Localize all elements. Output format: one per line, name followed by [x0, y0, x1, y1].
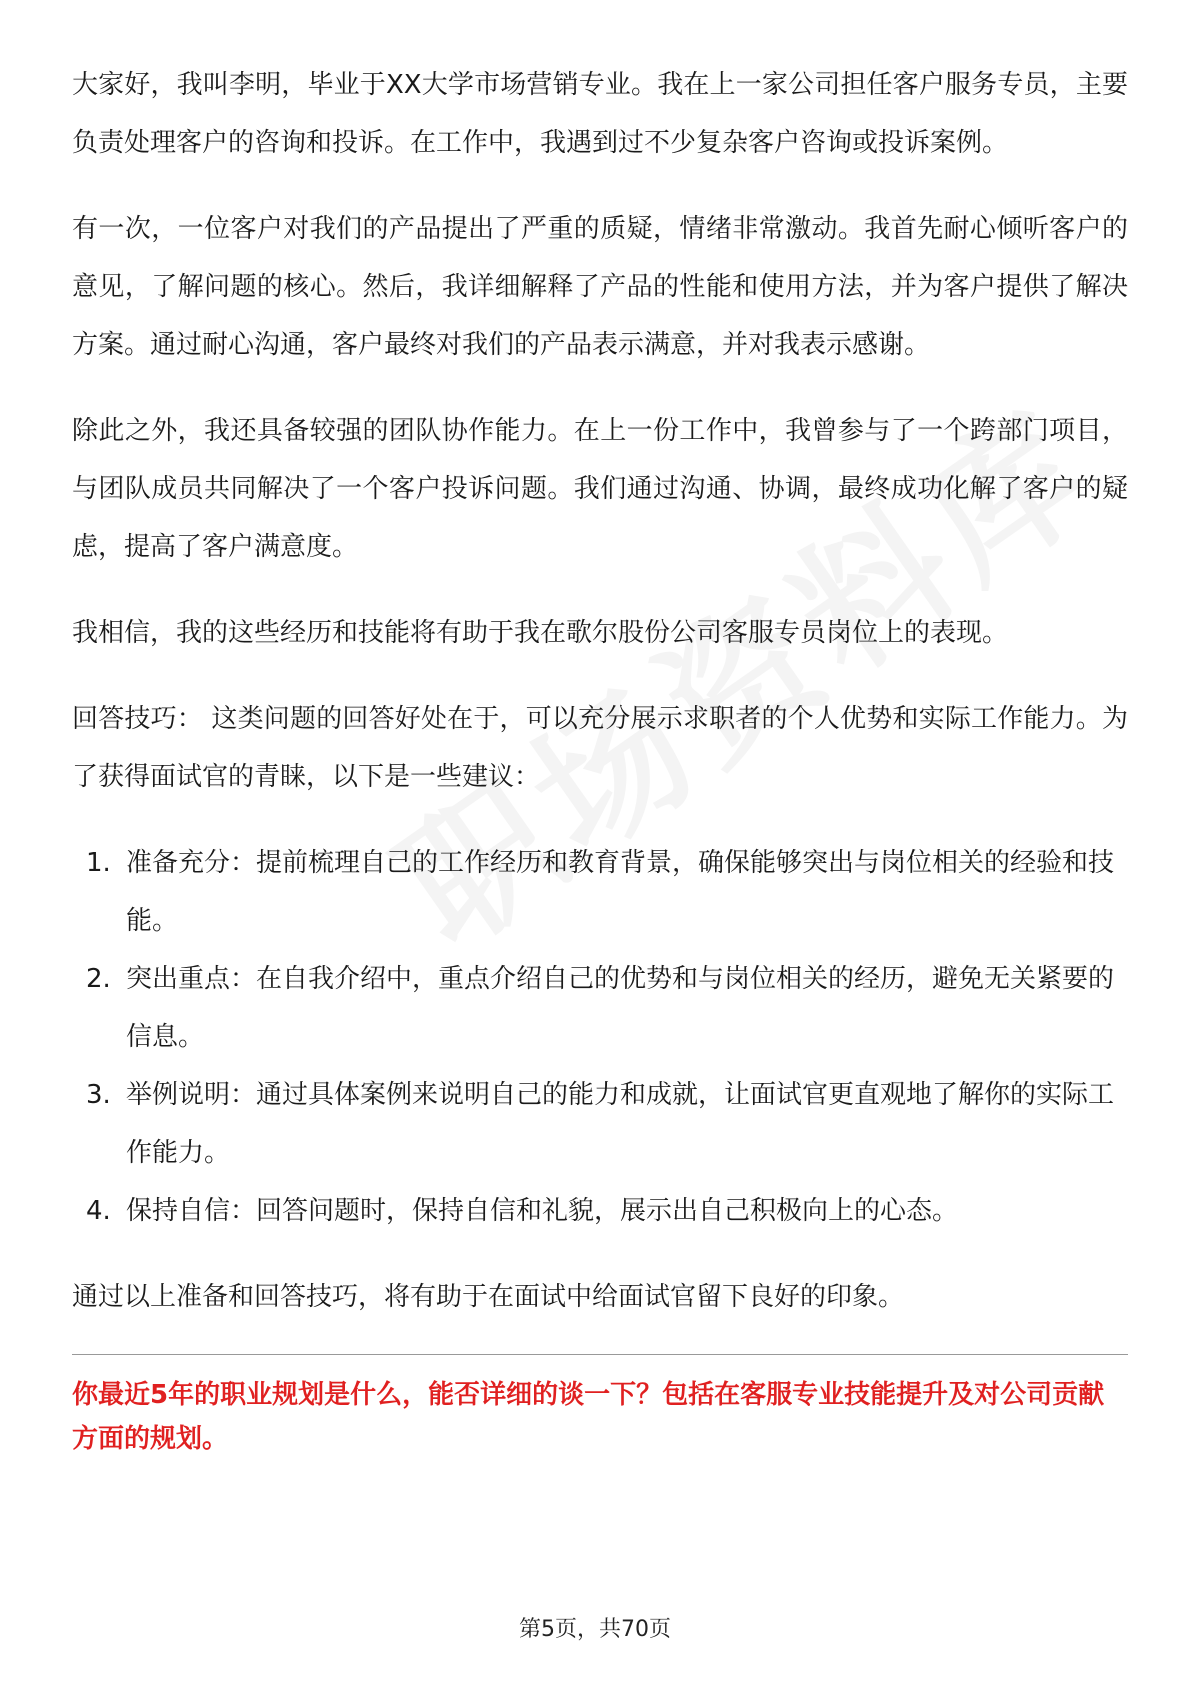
- list-item: [72, 1182, 1128, 1240]
- list-item-text: 突出重点：在自我介绍中，重点介绍自己的优势和与岗位相关的经历，避免无关紧要的信息。: [126, 964, 1115, 1052]
- intro-paragraph: 大家好，我叫李明，毕业于XX大学市场营销专业。我在上一家公司担任客户服务专员，主要负责处理客户的咨询和投诉。在工作中，我遇到过不少复杂客户咨询或投诉案例。: [72, 70, 1128, 158]
- document-body: [72, 56, 1128, 1461]
- closing-paragraph: 通过以上准备和回答技巧，将有助于在面试中给面试官留下良好的印象。: [72, 1282, 905, 1312]
- list-number: 1.: [86, 848, 111, 878]
- list-item-text: 举例说明：通过具体案例来说明自己的能力和成就，让面试官更直观地了解你的实际工作能力。: [126, 1080, 1115, 1168]
- list-item: [72, 950, 1128, 1066]
- belief-paragraph: 我相信，我的这些经历和技能将有助于我在歌尔股份公司客服专员岗位上的表现。: [72, 618, 1009, 648]
- list-number: 4.: [86, 1196, 111, 1226]
- section-divider: [72, 1354, 1128, 1355]
- next-question-heading: 你最近5年的职业规划是什么，能否详细的谈一下？包括在客服专业技能提升及对公司贡献方面的规划。: [72, 1380, 1105, 1454]
- teamwork-paragraph: 除此之外，我还具备较强的团队协作能力。在上一份工作中，我曾参与了一个跨部门项目，与团队成员共同解决了一个客户投诉问题。我们通过沟通、协调，最终成功化解了客户的疑虑，提高了客户满意度。: [72, 416, 1128, 562]
- list-item: [72, 834, 1128, 950]
- answer-tips-paragraph: 回答技巧： 这类问题的回答好处在于，可以充分展示求职者的个人优势和实际工作能力。为了获得面试官的青睐，以下是一些建议：: [72, 704, 1128, 792]
- page-footer: 第5页，共70页: [519, 1617, 671, 1642]
- list-item: [72, 1066, 1128, 1182]
- list-item-text: 准备充分：提前梳理自己的工作经历和教育背景，确保能够突出与岗位相关的经验和技能。: [126, 848, 1115, 936]
- tips-list: [72, 834, 1128, 1240]
- list-item-text: 保持自信：回答问题时，保持自信和礼貌，展示出自己积极向上的心态。: [126, 1196, 959, 1226]
- case-paragraph: 有一次，一位客户对我们的产品提出了严重的质疑，情绪非常激动。我首先耐心倾听客户的意见，了解问题的核心。然后，我详细解释了产品的性能和使用方法，并为客户提供了解决方案。通过耐心沟通，客户最终对我们的产品表示满意，并对我表示感谢。: [72, 214, 1128, 360]
- list-number: 3.: [86, 1080, 111, 1110]
- list-number: 2.: [86, 964, 111, 994]
